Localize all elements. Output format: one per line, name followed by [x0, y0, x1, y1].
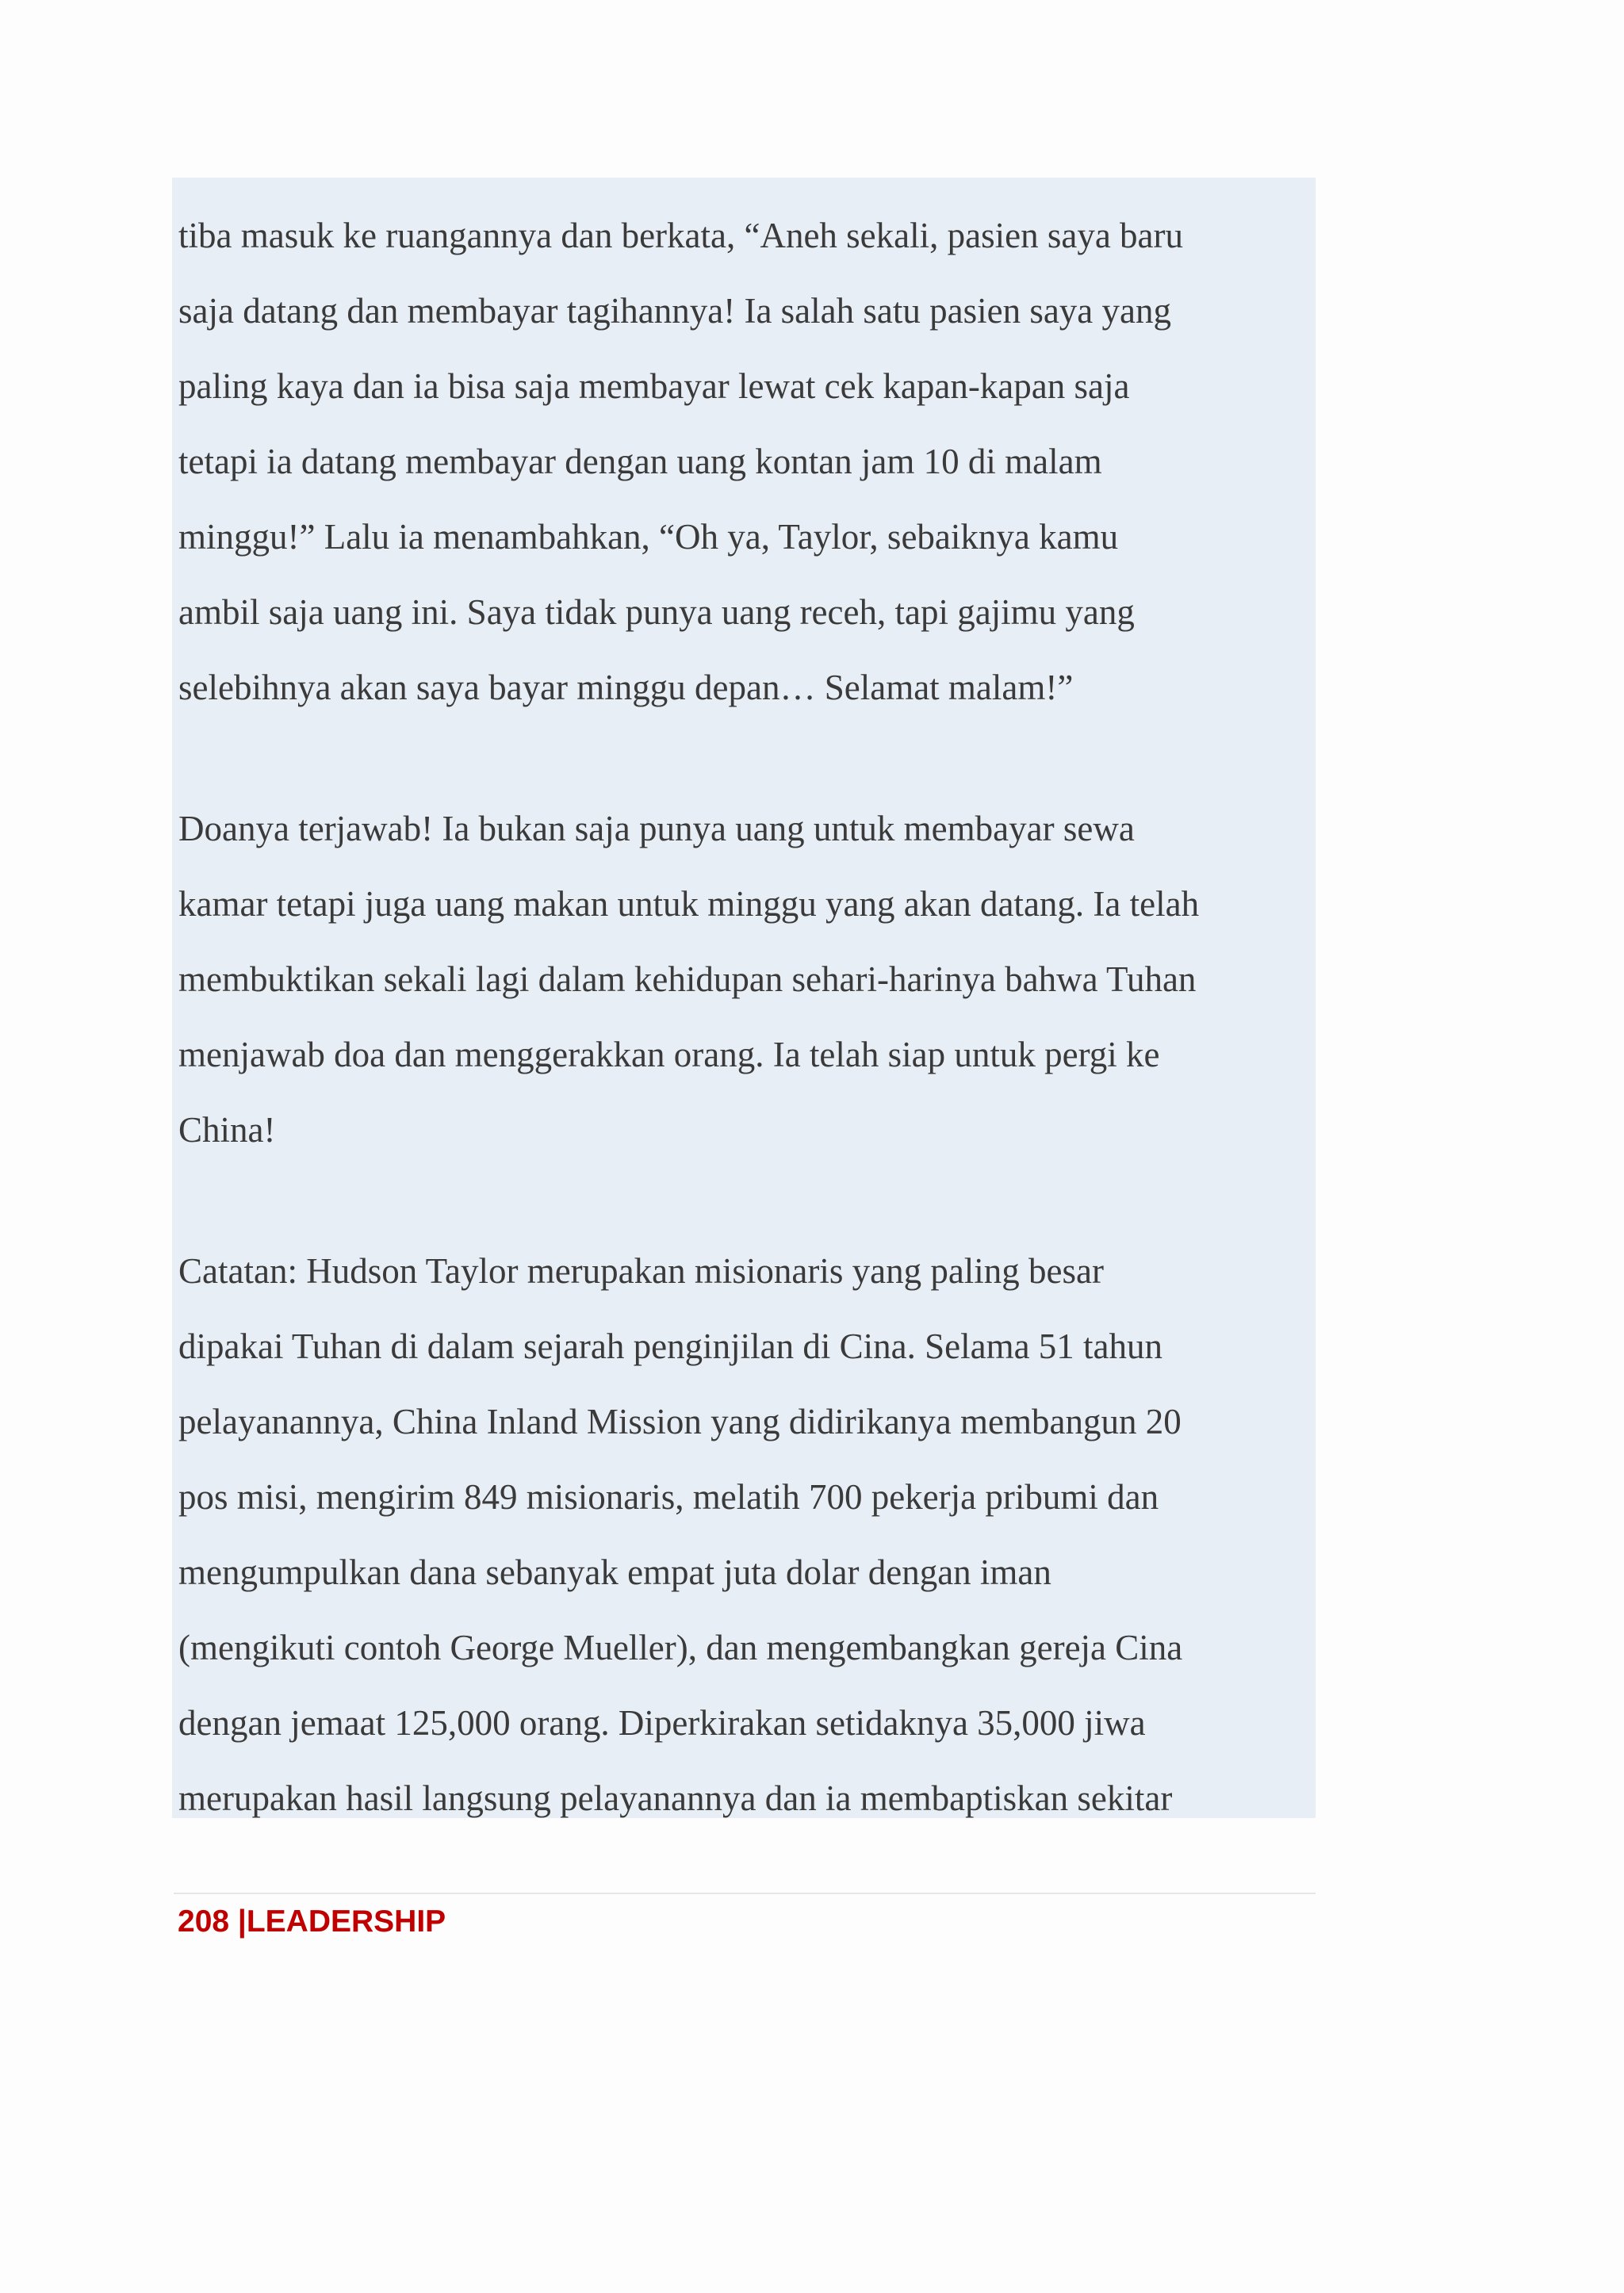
text-line: pelayanannya, China Inland Mission yang didirikanya membangun 20	[178, 1402, 1182, 1441]
text-line: membuktikan sekali lagi dalam kehidupan sehari-harinya bahwa Tuhan	[178, 959, 1197, 999]
text-line: paling kaya dan ia bisa saja membayar lewat cek kapan-kapan saja	[178, 366, 1130, 406]
text-line: China!	[178, 1110, 276, 1150]
text-line: Doanya terjawab! Ia bukan saja punya uang untuk membayar sewa	[178, 809, 1135, 848]
text-line: pos misi, mengirim 849 misionaris, melatih 700 pekerja pribumi dan	[178, 1477, 1159, 1517]
body-text	[178, 198, 1312, 1836]
footer-divider	[174, 1893, 1316, 1894]
text-line: dengan jemaat 125,000 orang. Diperkirakan setidaknya 35,000 jiwa	[178, 1703, 1146, 1743]
text-line: minggu!” Lalu ia menambahkan, “Oh ya, Taylor, sebaiknya kamu	[178, 517, 1119, 557]
text-line: tetapi ia datang membayar dengan uang kontan jam 10 di malam	[178, 442, 1102, 481]
text-line: dipakai Tuhan di dalam sejarah penginjilan di Cina. Selama 51 tahun	[178, 1326, 1163, 1366]
text-line: ambil saja uang ini. Saya tidak punya uang receh, tapi gajimu yang	[178, 592, 1135, 632]
page-footer: 208 |LEADERSHIP	[178, 1904, 446, 1939]
text-line: tiba masuk ke ruangannya dan berkata, “Aneh sekali, pasien saya baru	[178, 216, 1184, 255]
text-line: mengumpulkan dana sebanyak empat juta dolar dengan iman	[178, 1552, 1051, 1592]
text-line: menjawab doa dan menggerakkan orang. Ia telah siap untuk pergi ke	[178, 1035, 1160, 1074]
paragraph-1	[178, 198, 1312, 725]
text-line: Catatan: Hudson Taylor merupakan misionaris yang paling besar	[178, 1251, 1104, 1291]
text-line: kamar tetapi juga uang makan untuk minggu yang akan datang. Ia telah	[178, 884, 1200, 924]
paragraph-2	[178, 791, 1312, 1168]
text-line: merupakan hasil langsung pelayanannya dan ia membaptiskan sekitar	[178, 1778, 1173, 1818]
text-line: selebihnya akan saya bayar minggu depan… Selamat malam!”	[178, 668, 1074, 707]
text-line: (mengikuti contoh George Mueller), dan mengembangkan gereja Cina	[178, 1628, 1183, 1667]
paragraph-3	[178, 1234, 1312, 1836]
paragraph-gap	[178, 725, 1312, 791]
text-line: saja datang dan membayar tagihannya! Ia salah satu pasien saya yang	[178, 291, 1172, 331]
paragraph-gap	[178, 1168, 1312, 1234]
